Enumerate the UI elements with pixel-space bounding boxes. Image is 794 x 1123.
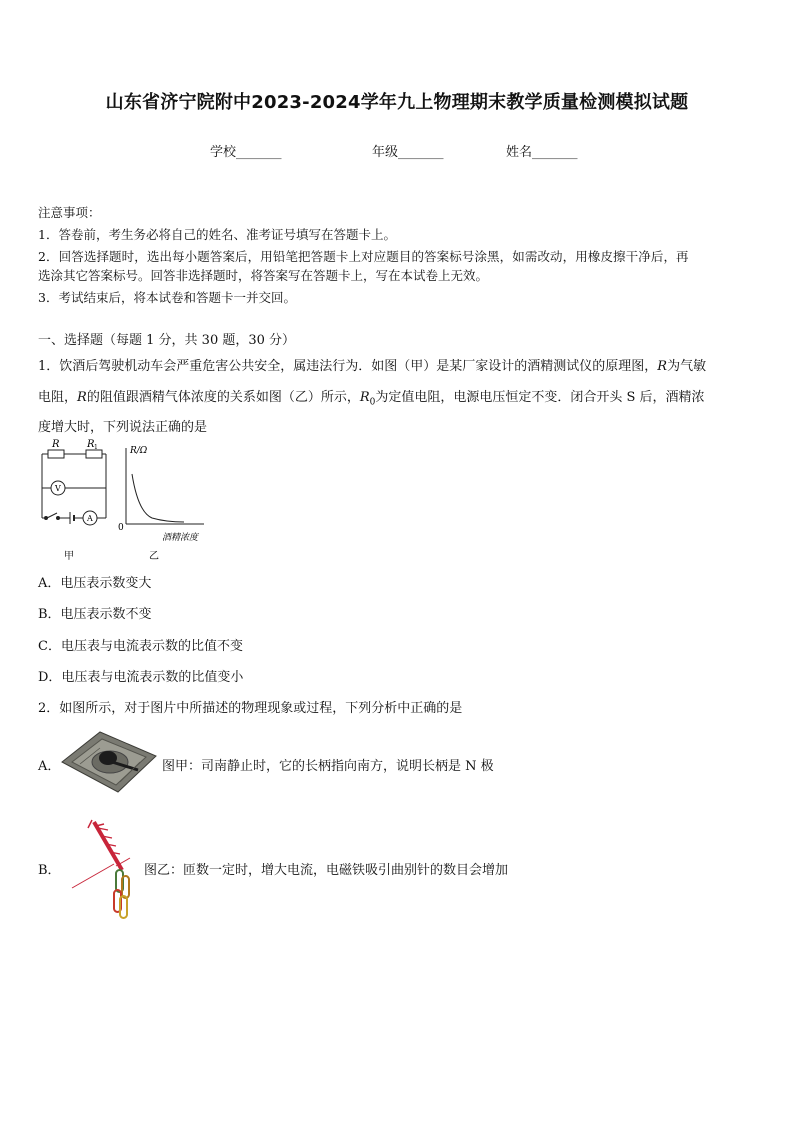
q1-option-d: D．电压表与电流表示数的比值变小 [38, 670, 244, 685]
q1-line2-f: 为定值电阻，电源电压恒定不变．闭合开头 S 后，酒精浓 [375, 390, 705, 405]
name-field [506, 141, 578, 160]
label-jia: 甲 [64, 551, 74, 562]
q1-line2-c: 的阻值跟酒精气体浓度的关系如图（乙）所示， [86, 390, 360, 405]
name-label: 姓名 [506, 145, 533, 160]
switch [47, 513, 57, 518]
wire [72, 864, 114, 888]
electromagnet-image [70, 818, 142, 922]
label-yi: 乙 [149, 551, 159, 562]
q1-option-c: C．电压表与电流表示数的比值不变 [38, 639, 243, 654]
school-field [210, 141, 282, 160]
q1-line1-a: 1．饮酒后驾驶机动车会严重危害公共安全，属违法行为．如图（甲）是某厂家设计的酒精测试仪的原理图， [38, 359, 658, 374]
graph-origin-label: 0 [118, 523, 124, 533]
q2-option-a-text: 图甲：司南静止时，它的长柄指向南方，说明长柄是 N 极 [162, 759, 494, 774]
notice-item-2-cont: 选涂其它答案标号。回答非选择题时，将答案写在答题卡上，写在本试卷上无效。 [38, 268, 489, 283]
school-blank: _______ [236, 145, 282, 160]
name-blank: _______ [532, 145, 578, 160]
electromagnet-core [94, 822, 122, 870]
notice-item-3: 3．考试结束后，将本试卷和答题卡一并交回。 [38, 290, 296, 305]
notice-item-1: 1．答卷前，考生务必将自己的姓名、准考证号填写在答题卡上。 [38, 227, 396, 242]
label-a: A [87, 514, 93, 523]
resistor-r [48, 450, 64, 458]
q1-line2 [38, 386, 705, 408]
q1-line3: 度增大时，下列说法正确的是 [38, 420, 208, 435]
resistance-graph [126, 448, 204, 524]
notice-item-2: 2．回答选择题时，选出每小题答案后，用铅笔把答题卡上对应题目的答案标号涂黑，如需改动，用橡皮擦干净后，再 [38, 249, 689, 264]
sinan-compass-image [60, 726, 158, 798]
resistor-r1 [86, 450, 102, 458]
grade-field [372, 141, 444, 160]
q1-line1-r: R [657, 359, 668, 374]
circuit-diagram [42, 450, 106, 525]
notice-heading: 注意事项： [38, 205, 101, 220]
q2-option-b-text: 图乙：匝数一定时，增大电流，电磁铁吸引曲别针的数目会增加 [144, 863, 509, 878]
q1-line1-c: 为气敏 [667, 359, 707, 374]
school-label: 学校 [210, 145, 237, 160]
label-r: R [52, 439, 60, 450]
q1-line2-r: R [77, 390, 87, 405]
q1-option-b: B．电压表示数不变 [38, 607, 152, 622]
q1-figure [34, 438, 214, 566]
q1-line2-r0: R [359, 390, 370, 405]
graph-x-axis-label: 酒精浓度 [162, 533, 199, 543]
q2-option-a-label: A． [38, 759, 61, 774]
grade-label: 年级 [372, 145, 399, 160]
page-title: 山东省济宁院附中2023-2024学年九上物理期末教学质量检测模拟试题 [105, 92, 689, 113]
grade-blank: _______ [398, 145, 444, 160]
q1-option-a: A．电压表示数变大 [38, 576, 152, 591]
q2-stem: 2．如图所示，对于图片中所描述的物理现象或过程，下列分析中正确的是 [38, 701, 463, 716]
q1-line1 [38, 355, 706, 374]
q2-option-b-label: B． [38, 863, 61, 878]
q1-line2-a: 电阻， [38, 390, 78, 405]
graph-y-axis-label: R/Ω [130, 446, 148, 456]
label-v: V [55, 484, 61, 493]
paper-clips [114, 870, 129, 918]
label-r1-sub: 1 [94, 444, 98, 451]
section-heading: 一、选择题（每题 1 分，共 30 题，30 分） [38, 333, 296, 348]
label-r1: R [87, 439, 95, 450]
q1-line2-r0-sub: 0 [369, 397, 376, 408]
